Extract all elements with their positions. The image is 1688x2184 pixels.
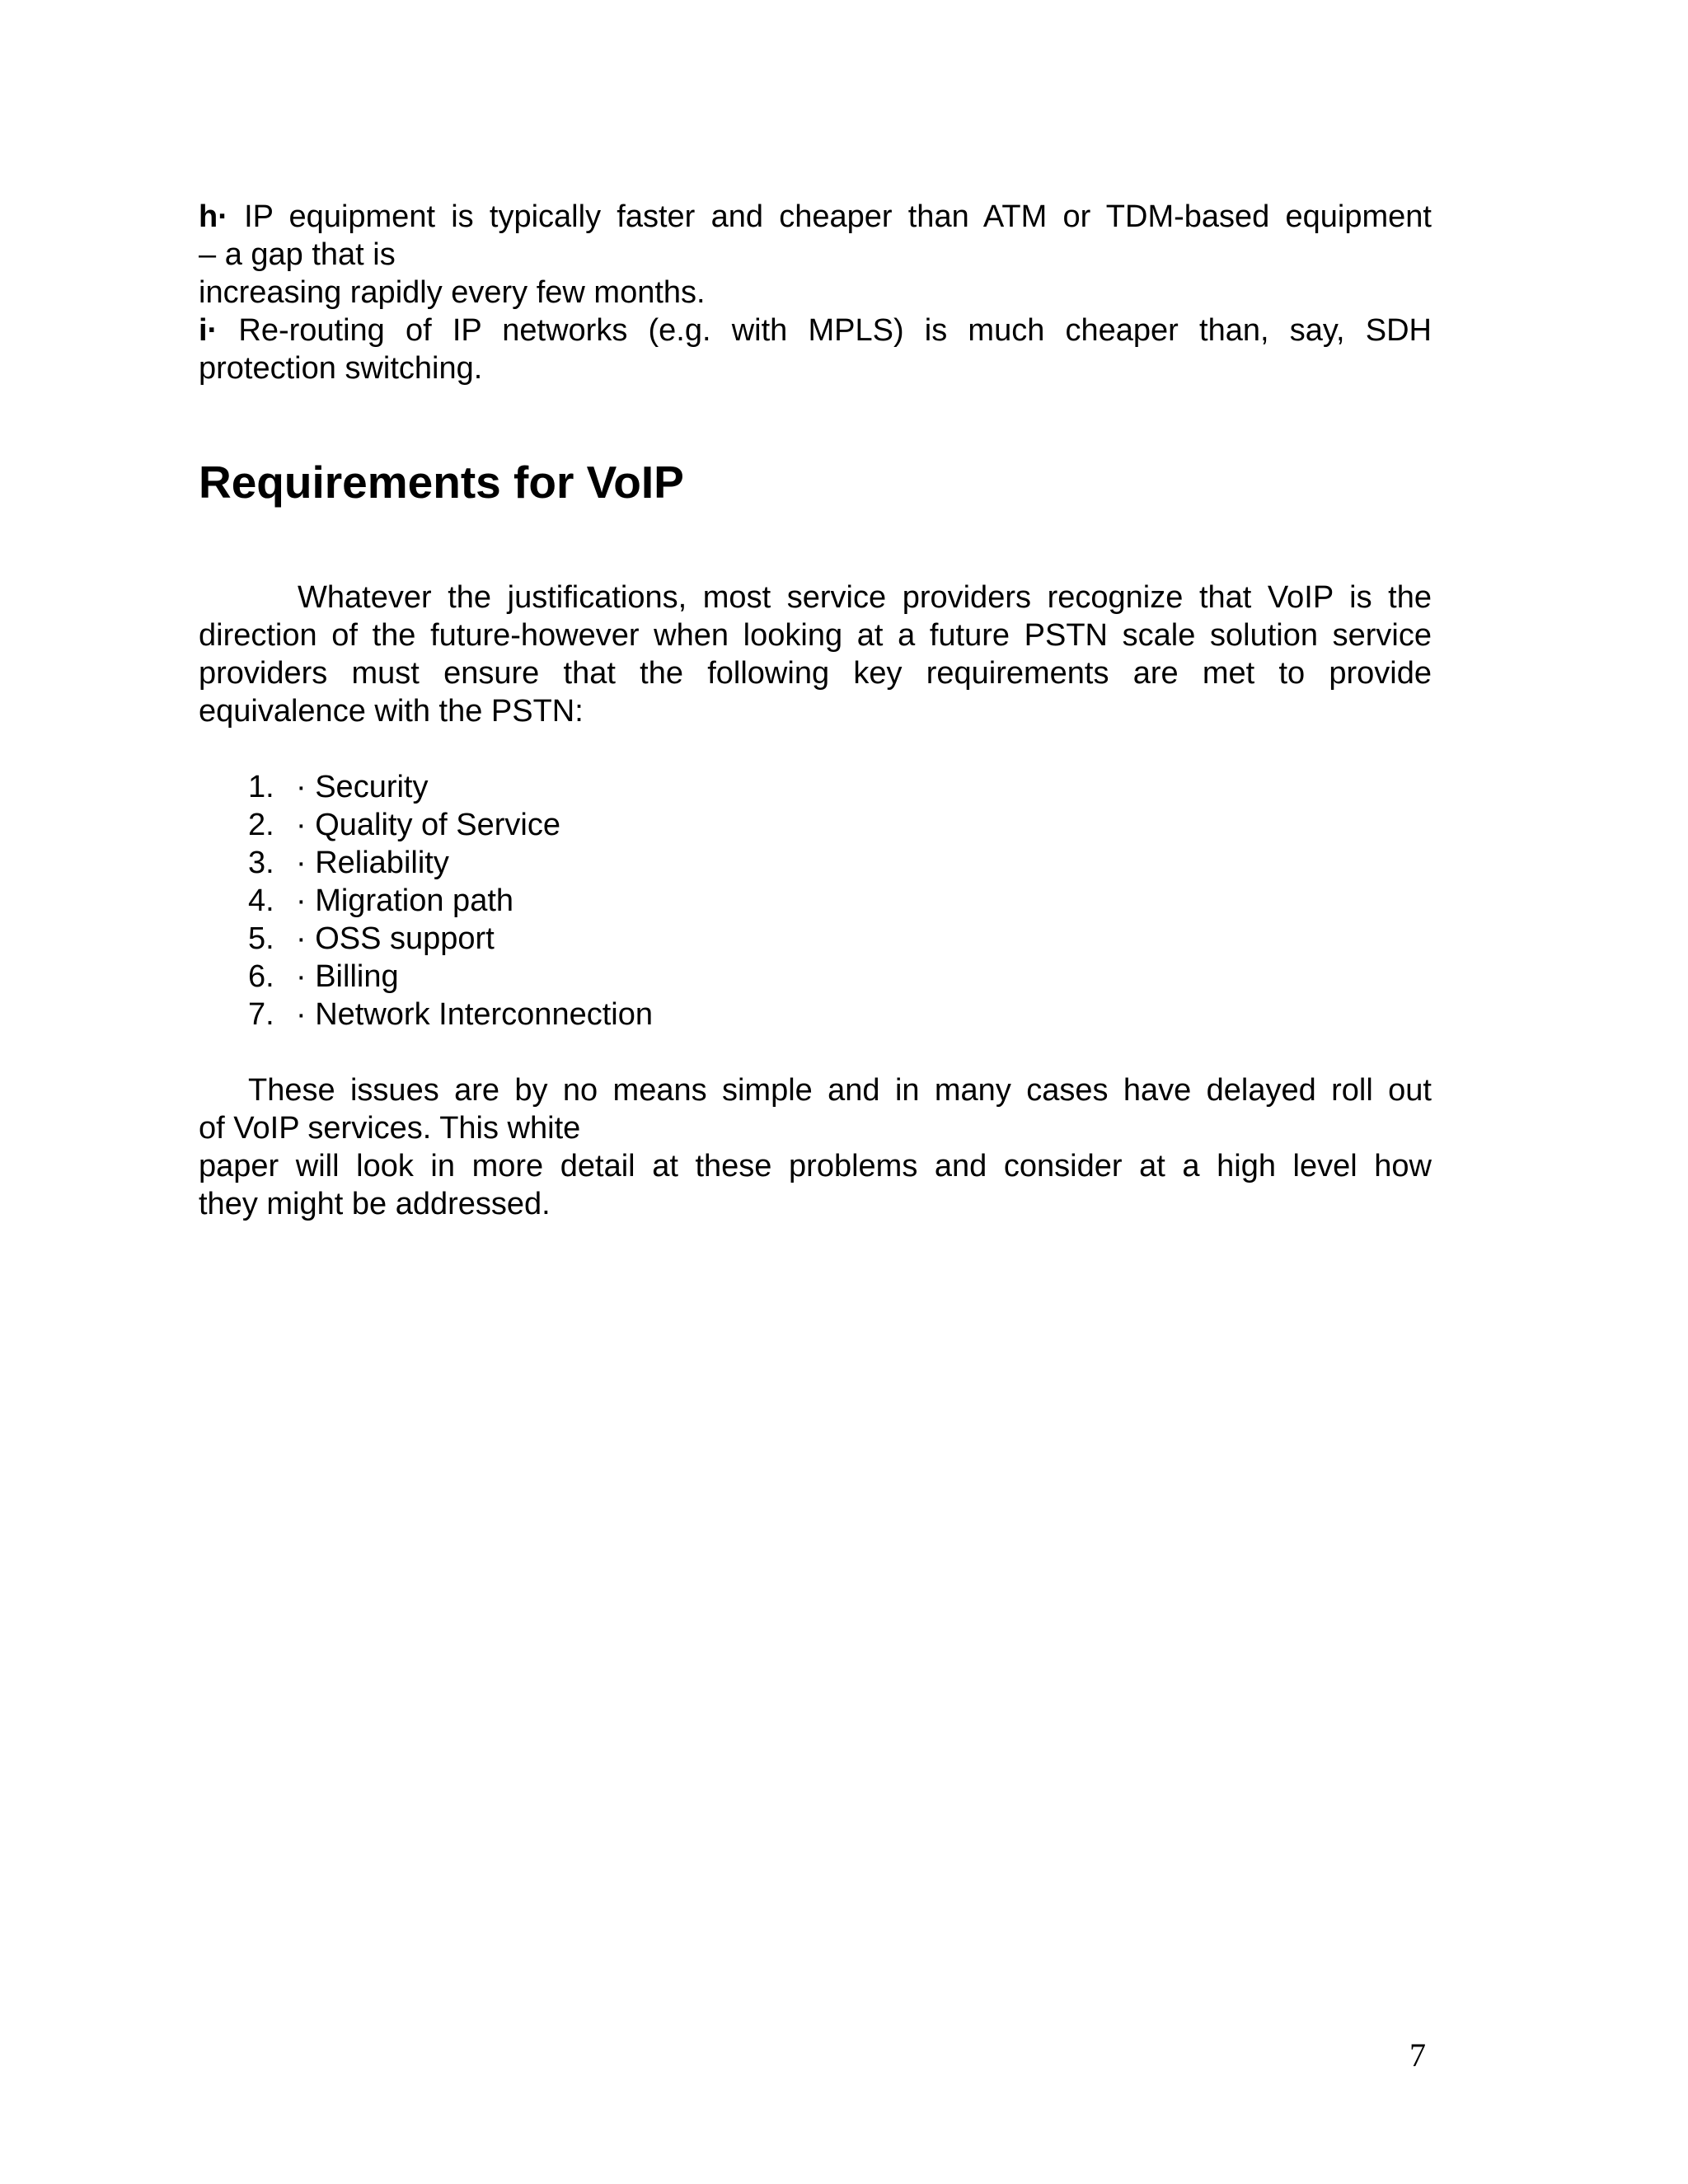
requirements-list: [248, 768, 653, 1033]
item-i-line-2: protection switching.: [199, 351, 483, 386]
list-item-label: · Billing: [296, 959, 399, 994]
list-item-number: 1.: [248, 770, 274, 804]
item-h-line-2: – a gap that is: [199, 237, 396, 272]
list-item: [248, 806, 653, 844]
list-item-number: 5.: [248, 921, 274, 956]
list-item: [248, 768, 653, 806]
paragraph1-line-4: equivalence with the PSTN:: [199, 694, 584, 729]
paragraph2-line-1: These issues are by no means simple and in many cases have delayed roll out: [248, 1073, 1432, 1108]
list-item-label: · Quality of Service: [296, 808, 560, 842]
item-h-text-1: IP equipment is typically faster and cheaper than ATM or TDM-based equipment: [227, 199, 1432, 234]
list-item-number: 7.: [248, 997, 274, 1032]
list-item: [248, 996, 653, 1033]
list-item: [248, 844, 653, 882]
list-item-label: · OSS support: [296, 921, 495, 956]
paragraph1-line-3: providers must ensure that the following key requirements are met to provide: [199, 656, 1432, 691]
paragraph2-line-3: paper will look in more detail at these problems and consider at a high level how: [199, 1149, 1432, 1183]
page-number: 7: [1409, 2036, 1426, 2074]
paragraph1-line-1: Whatever the justifications, most service providers recognize that VoIP is the: [298, 580, 1432, 615]
item-h-line-1: [199, 198, 1432, 236]
list-item-label: · Migration path: [296, 883, 514, 918]
section-heading: Requirements for VoIP: [199, 457, 684, 508]
item-h-line-3: increasing rapidly every few months.: [199, 275, 706, 310]
list-item: [248, 958, 653, 996]
list-item-number: 4.: [248, 883, 274, 918]
item-i-text-1: Re-routing of IP networks (e.g. with MPLS) is much cheaper than, say, SDH: [218, 313, 1432, 348]
list-item: [248, 920, 653, 958]
item-h-marker: h·: [199, 199, 228, 234]
paragraph2-line-4: they might be addressed.: [199, 1187, 551, 1221]
list-item: [248, 882, 653, 920]
list-item-label: · Network Interconnection: [296, 997, 653, 1032]
list-item-number: 3.: [248, 846, 274, 880]
list-item-number: 2.: [248, 808, 274, 842]
intro-items: [199, 198, 1432, 387]
list-item-number: 6.: [248, 959, 274, 994]
item-i-marker: i·: [199, 313, 218, 348]
paragraph1-line-2: direction of the future-however when looking at a future PSTN scale solution service: [199, 618, 1432, 653]
paragraph-closing: [199, 1071, 1432, 1223]
paragraph-intro: [199, 579, 1432, 730]
list-item-label: · Security: [296, 770, 429, 804]
list-item-label: · Reliability: [296, 846, 449, 880]
paragraph2-line-2: of VoIP services. This white: [199, 1111, 581, 1146]
item-i-line-1: [199, 312, 1432, 349]
